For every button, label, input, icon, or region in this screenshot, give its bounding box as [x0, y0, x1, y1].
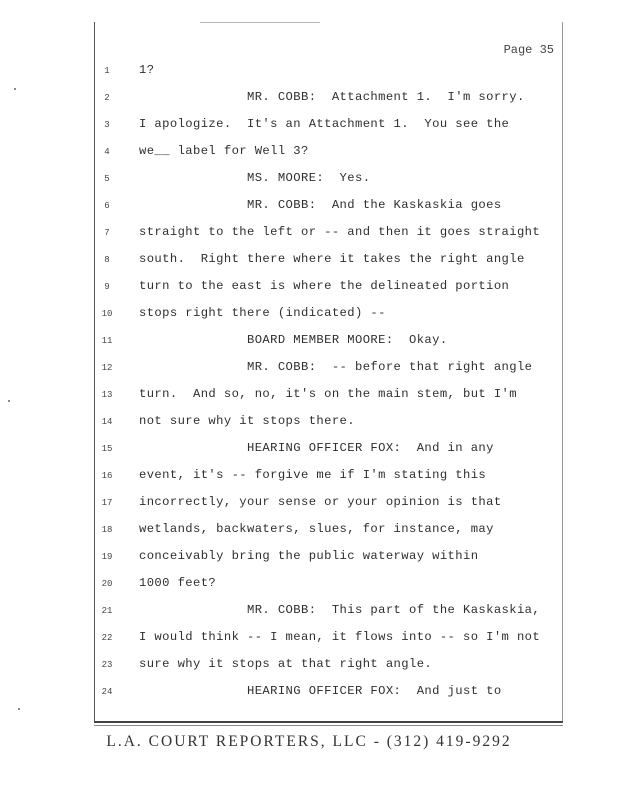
transcript-line: [0, 522, 618, 549]
line-number: 7: [104, 228, 110, 238]
line-text: MR. COBB: And the Kaskaskia goes: [139, 198, 502, 212]
line-text: MR. COBB: -- before that right angle: [139, 360, 533, 374]
line-text: stops right there (indicated) --: [139, 306, 386, 320]
transcript-line: [0, 117, 618, 144]
line-number: 23: [101, 660, 113, 670]
transcript-line: [0, 495, 618, 522]
line-text: HEARING OFFICER FOX: And in any: [139, 441, 494, 455]
transcript-line: [0, 63, 618, 90]
line-text: turn to the east is where the delineated portion: [139, 279, 510, 293]
line-number: 14: [101, 417, 113, 427]
transcript-line: [0, 603, 618, 630]
page-number: Page 35: [503, 43, 554, 57]
transcript-line: [0, 144, 618, 171]
line-text: 1?: [139, 63, 155, 77]
transcript-line: [0, 576, 618, 603]
transcript-line: [0, 90, 618, 117]
line-text: I would think -- I mean, it flows into -- so I'm not: [139, 630, 541, 644]
line-text: BOARD MEMBER MOORE: Okay.: [139, 333, 448, 347]
line-text: south. Right there where it takes the right angle: [139, 252, 525, 266]
line-text: wetlands, backwaters, slues, for instance, may: [139, 522, 494, 536]
transcript-line: [0, 171, 618, 198]
line-number: 13: [101, 390, 113, 400]
line-number: 9: [104, 282, 110, 292]
line-text: event, it's -- forgive me if I'm stating this: [139, 468, 487, 482]
transcript-line: [0, 360, 618, 387]
line-text: sure why it stops at that right angle.: [139, 657, 433, 671]
line-number: 18: [101, 525, 113, 535]
line-number: 19: [101, 552, 113, 562]
line-text: turn. And so, no, it's on the main stem, but I'm: [139, 387, 517, 401]
transcript-line: [0, 225, 618, 252]
line-text: MR. COBB: This part of the Kaskaskia,: [139, 603, 541, 617]
transcript-line: [0, 279, 618, 306]
bottom-rule-secondary: [94, 725, 563, 726]
line-number: 12: [101, 363, 113, 373]
line-number: 16: [101, 471, 113, 481]
transcript-line: [0, 657, 618, 684]
line-number: 15: [101, 444, 113, 454]
transcript-line: [0, 198, 618, 225]
line-text: 1000 feet?: [139, 576, 217, 590]
transcript-line: [0, 252, 618, 279]
line-number: 1: [104, 66, 110, 76]
line-number: 20: [101, 579, 113, 589]
line-text: incorrectly, your sense or your opinion is that: [139, 495, 502, 509]
line-text: not sure why it stops there.: [139, 414, 355, 428]
line-text: straight to the left or -- and then it goes straight: [139, 225, 541, 239]
transcript-line: [0, 468, 618, 495]
line-number: 3: [104, 120, 110, 130]
line-number: 21: [101, 606, 113, 616]
line-text: HEARING OFFICER FOX: And just to: [139, 684, 502, 698]
line-text: I apologize. It's an Attachment 1. You see the: [139, 117, 510, 131]
line-number: 6: [104, 201, 110, 211]
line-number: 22: [101, 633, 113, 643]
line-number: 17: [101, 498, 113, 508]
bottom-rule: [94, 721, 563, 723]
court-reporter-footer: L.A. COURT REPORTERS, LLC - (312) 419-9292: [106, 733, 512, 750]
scan-artifact: [200, 22, 320, 23]
line-text: MR. COBB: Attachment 1. I'm sorry.: [139, 90, 525, 104]
line-text: MS. MOORE: Yes.: [139, 171, 371, 185]
line-number: 8: [104, 255, 110, 265]
transcript-line: [0, 684, 618, 711]
transcript-line: [0, 387, 618, 414]
transcript-line: [0, 630, 618, 657]
line-number: 10: [101, 309, 113, 319]
transcript-line: [0, 441, 618, 468]
line-text: we__ label for Well 3?: [139, 144, 309, 158]
line-number: 2: [104, 93, 110, 103]
transcript-line: [0, 333, 618, 360]
line-number: 4: [104, 147, 110, 157]
transcript-line: [0, 306, 618, 333]
line-number: 11: [101, 336, 113, 346]
line-text: conceivably bring the public waterway within: [139, 549, 479, 563]
line-number: 5: [104, 174, 110, 184]
transcript-line: [0, 414, 618, 441]
line-number: 24: [101, 687, 113, 697]
transcript-line: [0, 549, 618, 576]
